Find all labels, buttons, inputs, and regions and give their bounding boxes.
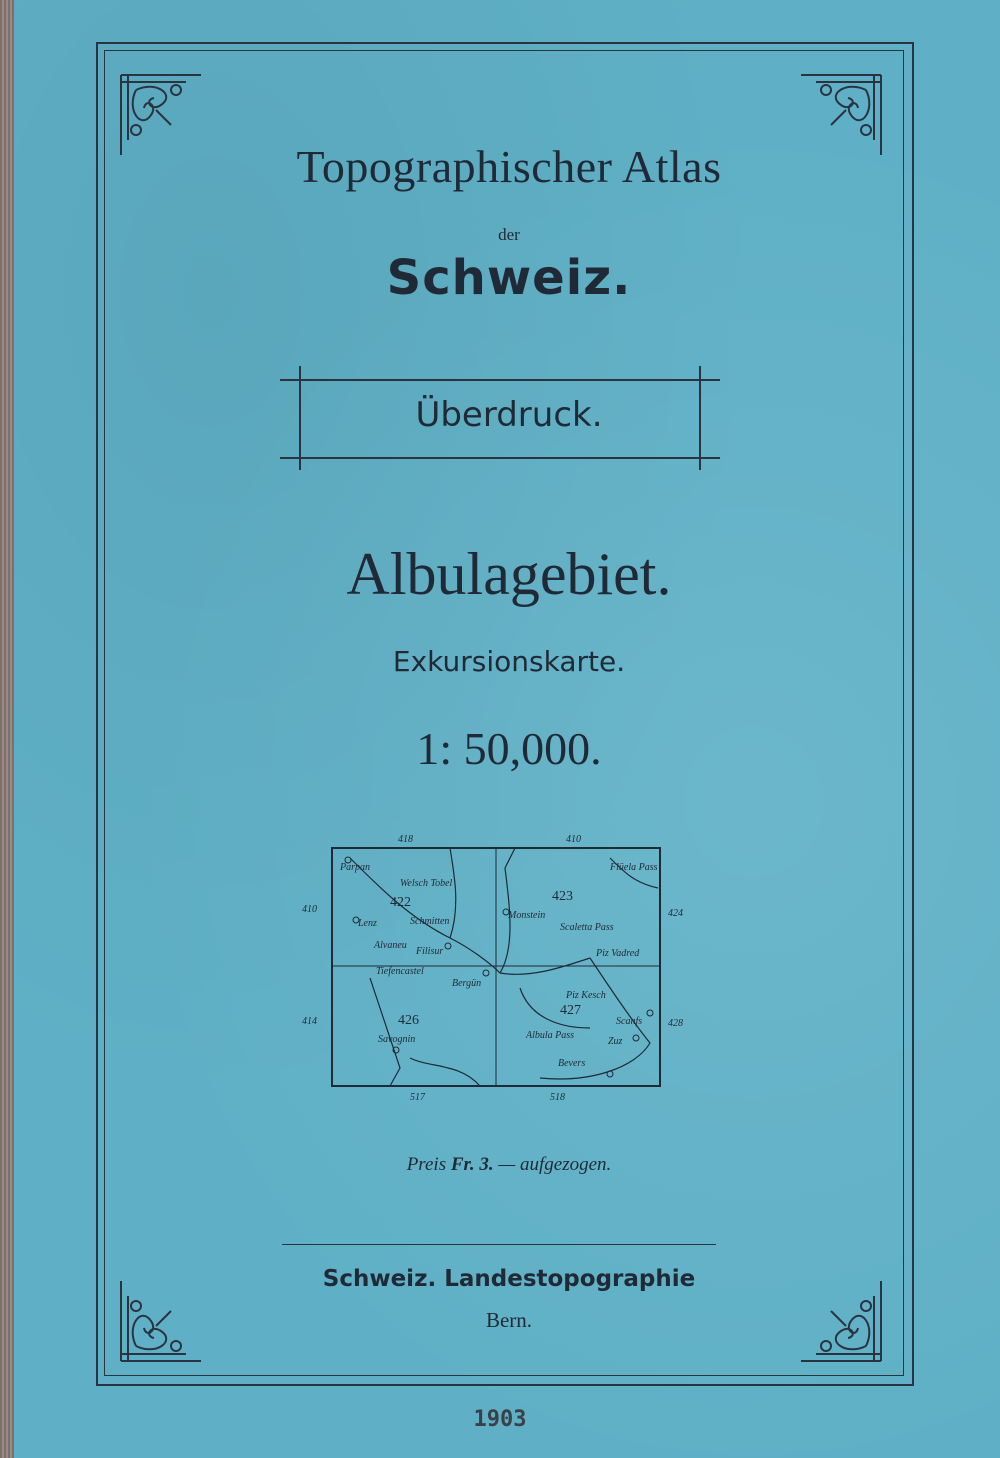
atlas-title: Topographischer Atlas: [296, 141, 722, 192]
place-schmitten: Schmitten: [410, 916, 450, 927]
place-scanfs: Scanfs: [616, 1016, 643, 1027]
publisher-divider: [282, 1244, 716, 1245]
place-vadret: Piz Vadred: [596, 948, 640, 959]
place-parpan: Parpan: [340, 862, 370, 873]
place-tiefencastel: Tiefencastel: [376, 966, 424, 977]
price-line: [100, 1154, 918, 1176]
place-welschtobel: Welsch Tobel: [400, 878, 453, 889]
edge-number-right-upper: 424: [668, 908, 683, 919]
place-kesch: Piz Kesch: [566, 990, 606, 1001]
edge-number-bottom-left: 517: [410, 1092, 425, 1103]
edge-number-top-left: 418: [398, 834, 413, 845]
place-bevers: Bevers: [558, 1058, 586, 1069]
price-amount: Fr. 3.: [450, 1154, 494, 1175]
year-stamp: 1903: [473, 1407, 527, 1432]
edge-number-left-lower: 414: [302, 1016, 317, 1027]
atlas-title-country: Schweiz.: [386, 250, 632, 306]
publisher-city: Bern.: [485, 1308, 533, 1332]
sheet-number-427: 427: [560, 1003, 581, 1018]
place-filisur: Filisur: [416, 946, 444, 957]
sheet-number-426: 426: [398, 1013, 419, 1028]
map-subtitle: Exkursionskarte.: [392, 645, 626, 678]
publisher-name: Schweiz. Landestopographie: [322, 1266, 696, 1292]
price-suffix: — aufgezogen.: [498, 1154, 612, 1175]
edge-number-right-lower: 428: [668, 1018, 683, 1029]
book-spine-cloth: [0, 0, 14, 1458]
place-zuz: Zuz: [608, 1036, 623, 1047]
place-albula: Albula Pass: [526, 1030, 575, 1041]
sheet-index-map: [290, 828, 710, 1108]
atlas-title-der: der: [498, 225, 520, 244]
place-savognin: Savognin: [378, 1034, 416, 1045]
region-title: Albulagebiet.: [346, 541, 672, 607]
place-bergun: Bergün: [452, 978, 482, 989]
place-monstein: Monstein: [508, 910, 546, 921]
place-lenz: Lenz: [358, 918, 377, 929]
price-prefix: Preis: [406, 1154, 447, 1175]
inner-frame-border: [104, 50, 904, 1376]
edge-number-top-right: 410: [566, 834, 581, 845]
edge-number-left-upper: 410: [302, 904, 317, 915]
sheet-number-422: 422: [390, 895, 411, 910]
place-alvaneu: Alvaneu: [374, 940, 407, 951]
sheet-number-423: 423: [552, 889, 573, 904]
overprint-label: Überdruck.: [415, 395, 603, 435]
map-scale: 1: 50,000.: [416, 723, 602, 774]
place-scaletta: Scaletta Pass: [560, 922, 614, 933]
edge-number-bottom-right: 518: [550, 1092, 565, 1103]
place-fluela: Flüela Pass: [610, 862, 658, 873]
